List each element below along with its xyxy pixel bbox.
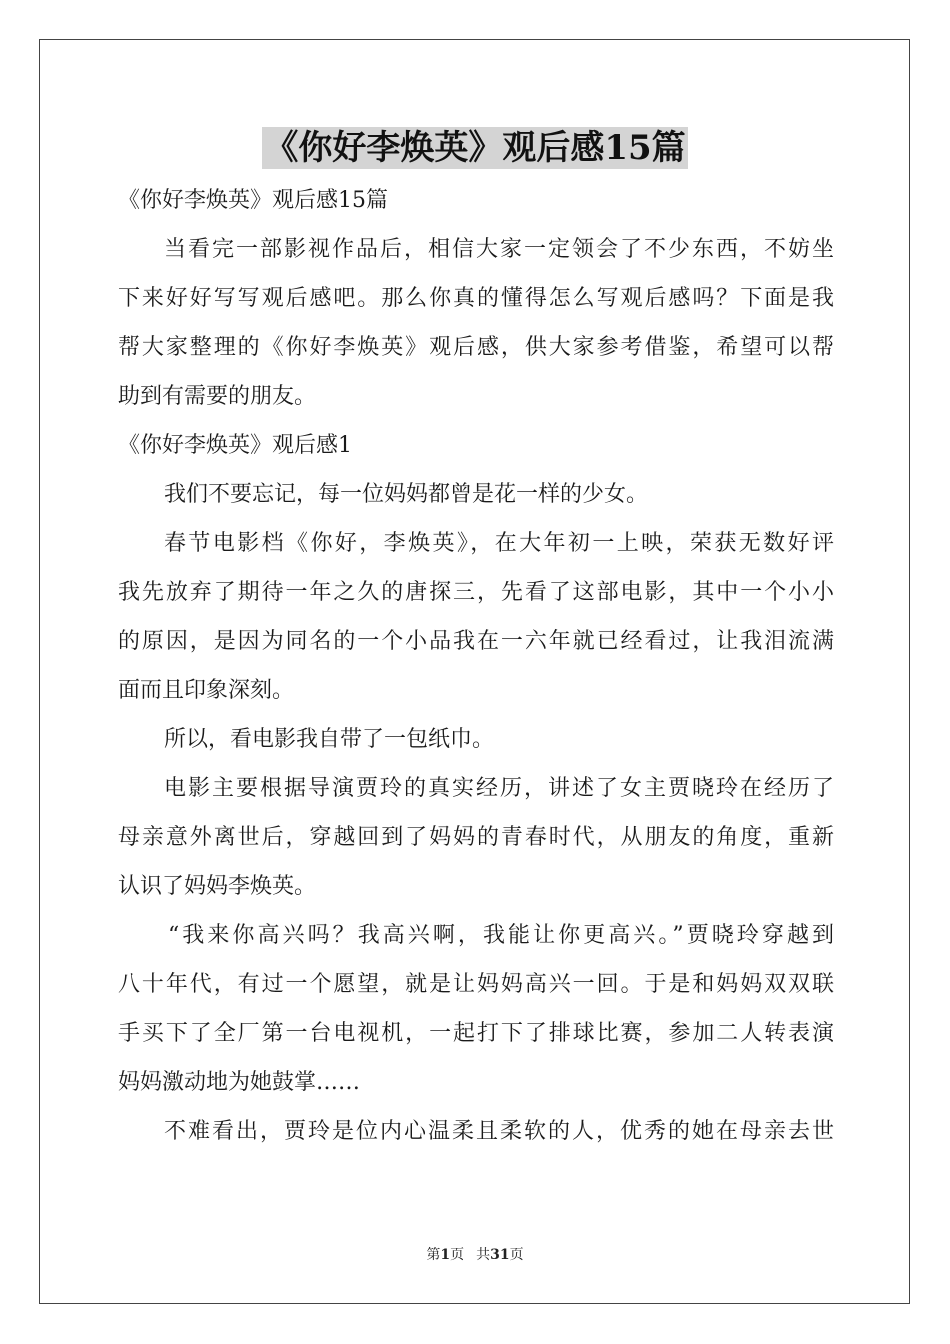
text-line: 手买下了全厂第一台电视机，一起打下了排球比赛，参加二人转表演 — [118, 1021, 834, 1046]
text-line: 不难看出，贾玲是位内心温柔且柔软的人，优秀的她在母亲去世 — [164, 1119, 834, 1144]
text-line: 春节电影档《你好，李焕英》，在大年初一上映，荣获无数好评 — [164, 531, 834, 556]
page-footer — [0, 1245, 950, 1265]
text-line: 我们不要忘记，每一位妈妈都曾是花一样的少女。 — [164, 482, 649, 507]
document-title: 《你好李焕英》观后感15篇 — [264, 128, 686, 168]
text-line: 电影主要根据导演贾玲的真实经历，讲述了女主贾晓玲在经历了 — [164, 776, 834, 801]
text-line: “我来你高兴吗？我高兴啊，我能让你更高兴。”贾晓玲穿越到 — [168, 923, 834, 948]
total-label-suffix: 页 — [509, 1247, 524, 1263]
text-line: 面而且印象深刻。 — [118, 678, 295, 703]
text-line: 妈妈激动地为她鼓掌…… — [118, 1070, 361, 1095]
text-line: 当看完一部影视作品后，相信大家一定领会了不少东西，不妨坐 — [164, 237, 834, 262]
text-line: 所以，看电影我自带了一包纸巾。 — [164, 727, 495, 752]
text-line: 我先放弃了期待一年之久的唐探三，先看了这部电影，其中一个小小 — [118, 580, 834, 605]
text-line: 母亲意外离世后，穿越回到了妈妈的青春时代，从朋友的角度，重新 — [118, 825, 834, 850]
text-line: 《你好李焕英》观后感1 — [118, 433, 352, 458]
text-line: 下来好好写写观后感吧。那么你真的懂得怎么写观后感吗？下面是我 — [118, 286, 834, 311]
document-body — [118, 176, 834, 1156]
total-page-count: 31 — [490, 1247, 510, 1263]
total-label-prefix: 共 — [476, 1247, 491, 1263]
text-line: 《你好李焕英》观后感15篇 — [118, 188, 388, 213]
text-line: 帮大家整理的《你好李焕英》观后感，供大家参考借鉴，希望可以帮 — [118, 335, 834, 360]
page-label-suffix: 页 — [450, 1247, 465, 1263]
text-line: 认识了妈妈李焕英。 — [118, 874, 317, 899]
current-page-number: 1 — [440, 1247, 451, 1263]
text-line: 助到有需要的朋友。 — [118, 384, 317, 409]
text-line: 八十年代，有过一个愿望，就是让妈妈高兴一回。于是和妈妈双双联 — [118, 972, 834, 997]
text-line: 的原因，是因为同名的一个小品我在一六年就已经看过，让我泪流满 — [118, 629, 834, 654]
page-label-prefix: 第 — [426, 1247, 441, 1263]
title-container — [0, 127, 950, 169]
